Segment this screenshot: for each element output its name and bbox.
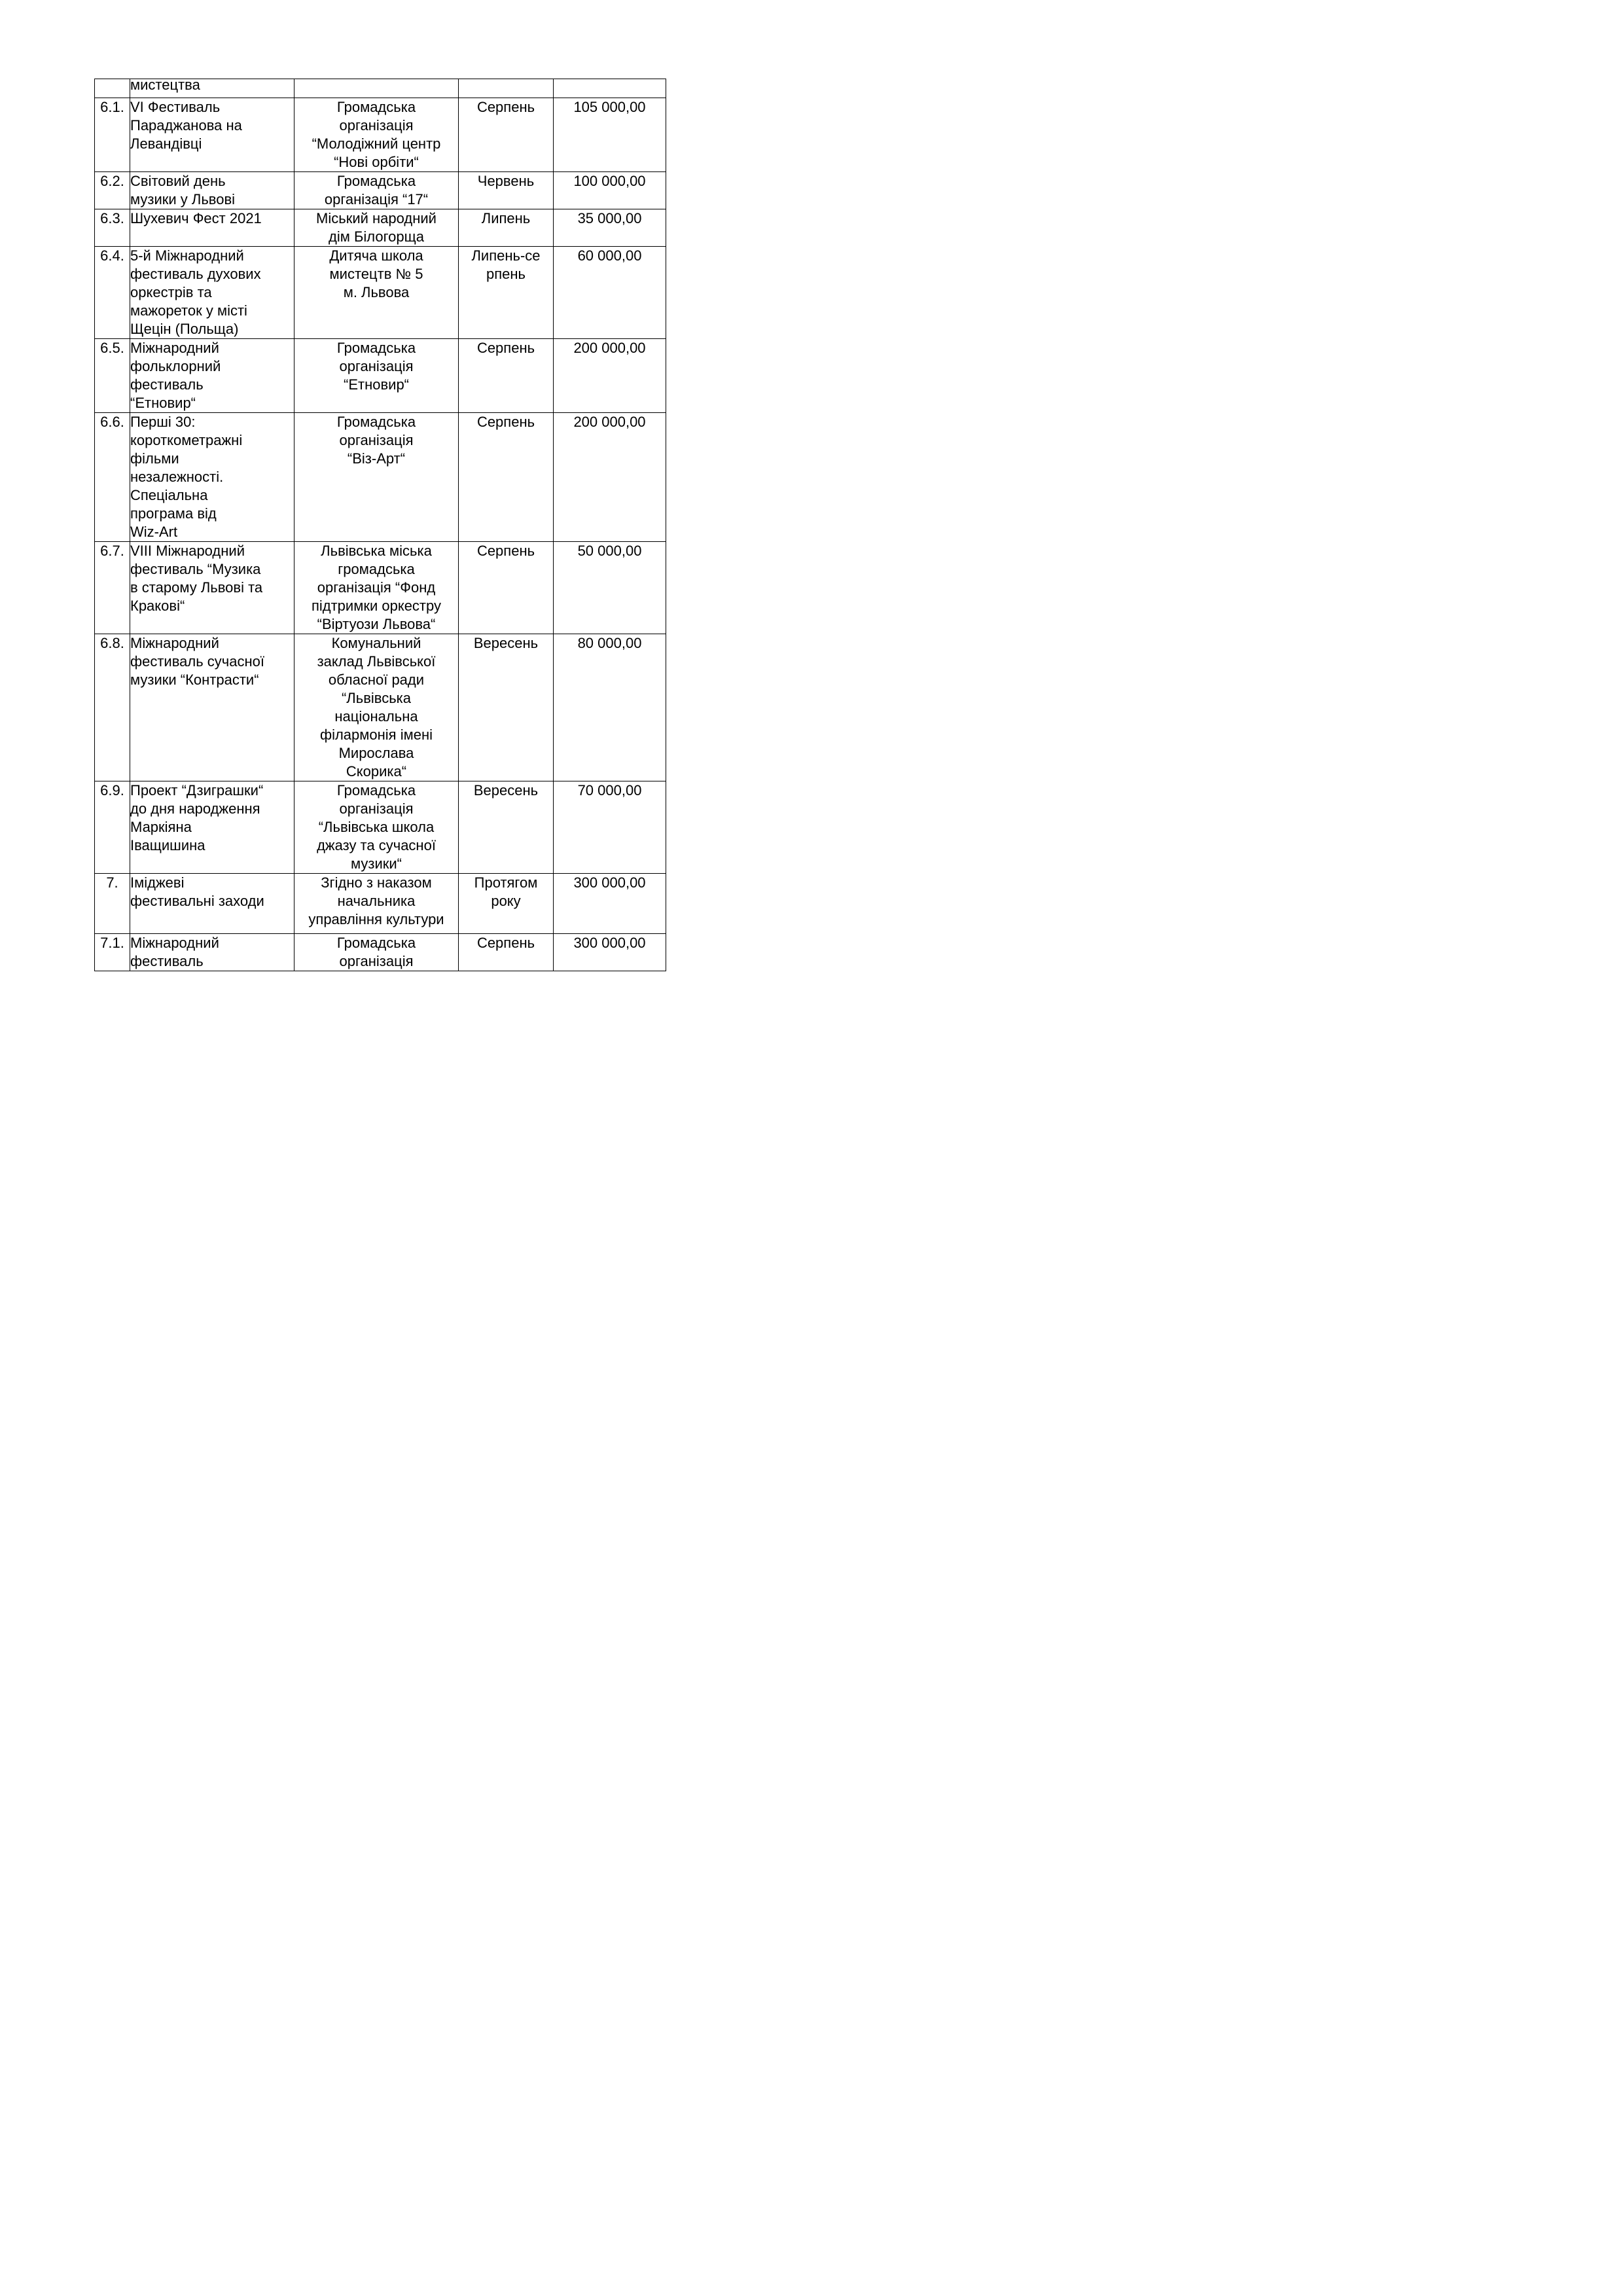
organizer: Громадська організація “Молодіжний центр “Нові орбіти“ (294, 98, 459, 172)
event-amount: 300 000,00 (554, 934, 666, 971)
row-number: 7. (95, 874, 130, 934)
table-row (95, 781, 666, 874)
event-amount: 200 000,00 (554, 339, 666, 413)
table-row (95, 98, 666, 172)
event-name: Проект “Дзиграшки“ до дня народження Маркіяна Іващишина (130, 781, 294, 874)
event-name: Міжнародний фестиваль (130, 934, 294, 971)
row-number: 6.5. (95, 339, 130, 413)
event-name: VIII Міжнародний фестиваль “Музика в старому Львові та Кракові“ (130, 542, 294, 634)
organizer: Комунальний заклад Львівської обласної ради “Львівська національна філармонія імені Мирослава Скорика“ (294, 634, 459, 781)
row-number: 6.9. (95, 781, 130, 874)
row-number: 6.3. (95, 209, 130, 247)
event-name: мистецтва (130, 79, 294, 98)
organizer: Львівська міська громадська організація “Фонд підтримки оркестру “Віртуози Львова“ (294, 542, 459, 634)
event-amount: 50 000,00 (554, 542, 666, 634)
event-name: Іміджеві фестивальні заходи (130, 874, 294, 934)
event-month: Серпень (459, 542, 554, 634)
organizer: Громадська організація “Львівська школа джазу та сучасної музики“ (294, 781, 459, 874)
event-name: Світовий день музики у Львові (130, 172, 294, 209)
event-amount: 70 000,00 (554, 781, 666, 874)
table-row (95, 934, 666, 971)
event-name: Перші 30: короткометражні фільми незалежності. Спеціальна програма від Wiz-Art (130, 413, 294, 542)
organizer: Громадська організація “Віз-Арт“ (294, 413, 459, 542)
organizer: Дитяча школа мистецтв № 5 м. Львова (294, 247, 459, 339)
organizer: Міський народний дім Білогорща (294, 209, 459, 247)
table-row (95, 542, 666, 634)
organizer: Громадська організація (294, 934, 459, 971)
row-number: 6.8. (95, 634, 130, 781)
row-number: 6.1. (95, 98, 130, 172)
event-month: Липень (459, 209, 554, 247)
table-row (95, 339, 666, 413)
event-month: Липень-се рпень (459, 247, 554, 339)
event-amount: 60 000,00 (554, 247, 666, 339)
row-number (95, 79, 130, 98)
table-row (95, 874, 666, 934)
events-table (94, 79, 666, 971)
event-month: Серпень (459, 934, 554, 971)
row-number: 7.1. (95, 934, 130, 971)
event-name: VI Фестиваль Параджанова на Левандівці (130, 98, 294, 172)
table-row (95, 79, 666, 98)
event-amount: 100 000,00 (554, 172, 666, 209)
event-name: Міжнародний фестиваль сучасної музики “Контрасти“ (130, 634, 294, 781)
row-number: 6.2. (95, 172, 130, 209)
event-amount: 200 000,00 (554, 413, 666, 542)
event-month (459, 79, 554, 98)
event-amount: 300 000,00 (554, 874, 666, 934)
table-row (95, 172, 666, 209)
event-name: 5-й Міжнародний фестиваль духових оркестрів та мажореток у місті Щецін (Польща) (130, 247, 294, 339)
organizer: Громадська організація “17“ (294, 172, 459, 209)
event-month: Серпень (459, 98, 554, 172)
event-name: Міжнародний фольклорний фестиваль “Етновир“ (130, 339, 294, 413)
organizer (294, 79, 459, 98)
event-month: Вересень (459, 781, 554, 874)
event-amount: 80 000,00 (554, 634, 666, 781)
organizer: Згідно з наказом начальника управління культури (294, 874, 459, 934)
table-row (95, 634, 666, 781)
event-name: Шухевич Фест 2021 (130, 209, 294, 247)
event-month: Червень (459, 172, 554, 209)
row-number: 6.6. (95, 413, 130, 542)
event-month: Серпень (459, 413, 554, 542)
event-month: Вересень (459, 634, 554, 781)
table-row (95, 413, 666, 542)
document-page (0, 0, 722, 1022)
row-number: 6.7. (95, 542, 130, 634)
event-amount (554, 79, 666, 98)
row-number: 6.4. (95, 247, 130, 339)
table-row (95, 247, 666, 339)
event-amount: 35 000,00 (554, 209, 666, 247)
organizer: Громадська організація “Етновир“ (294, 339, 459, 413)
event-month: Серпень (459, 339, 554, 413)
event-amount: 105 000,00 (554, 98, 666, 172)
event-month: Протягом року (459, 874, 554, 934)
table-row (95, 209, 666, 247)
